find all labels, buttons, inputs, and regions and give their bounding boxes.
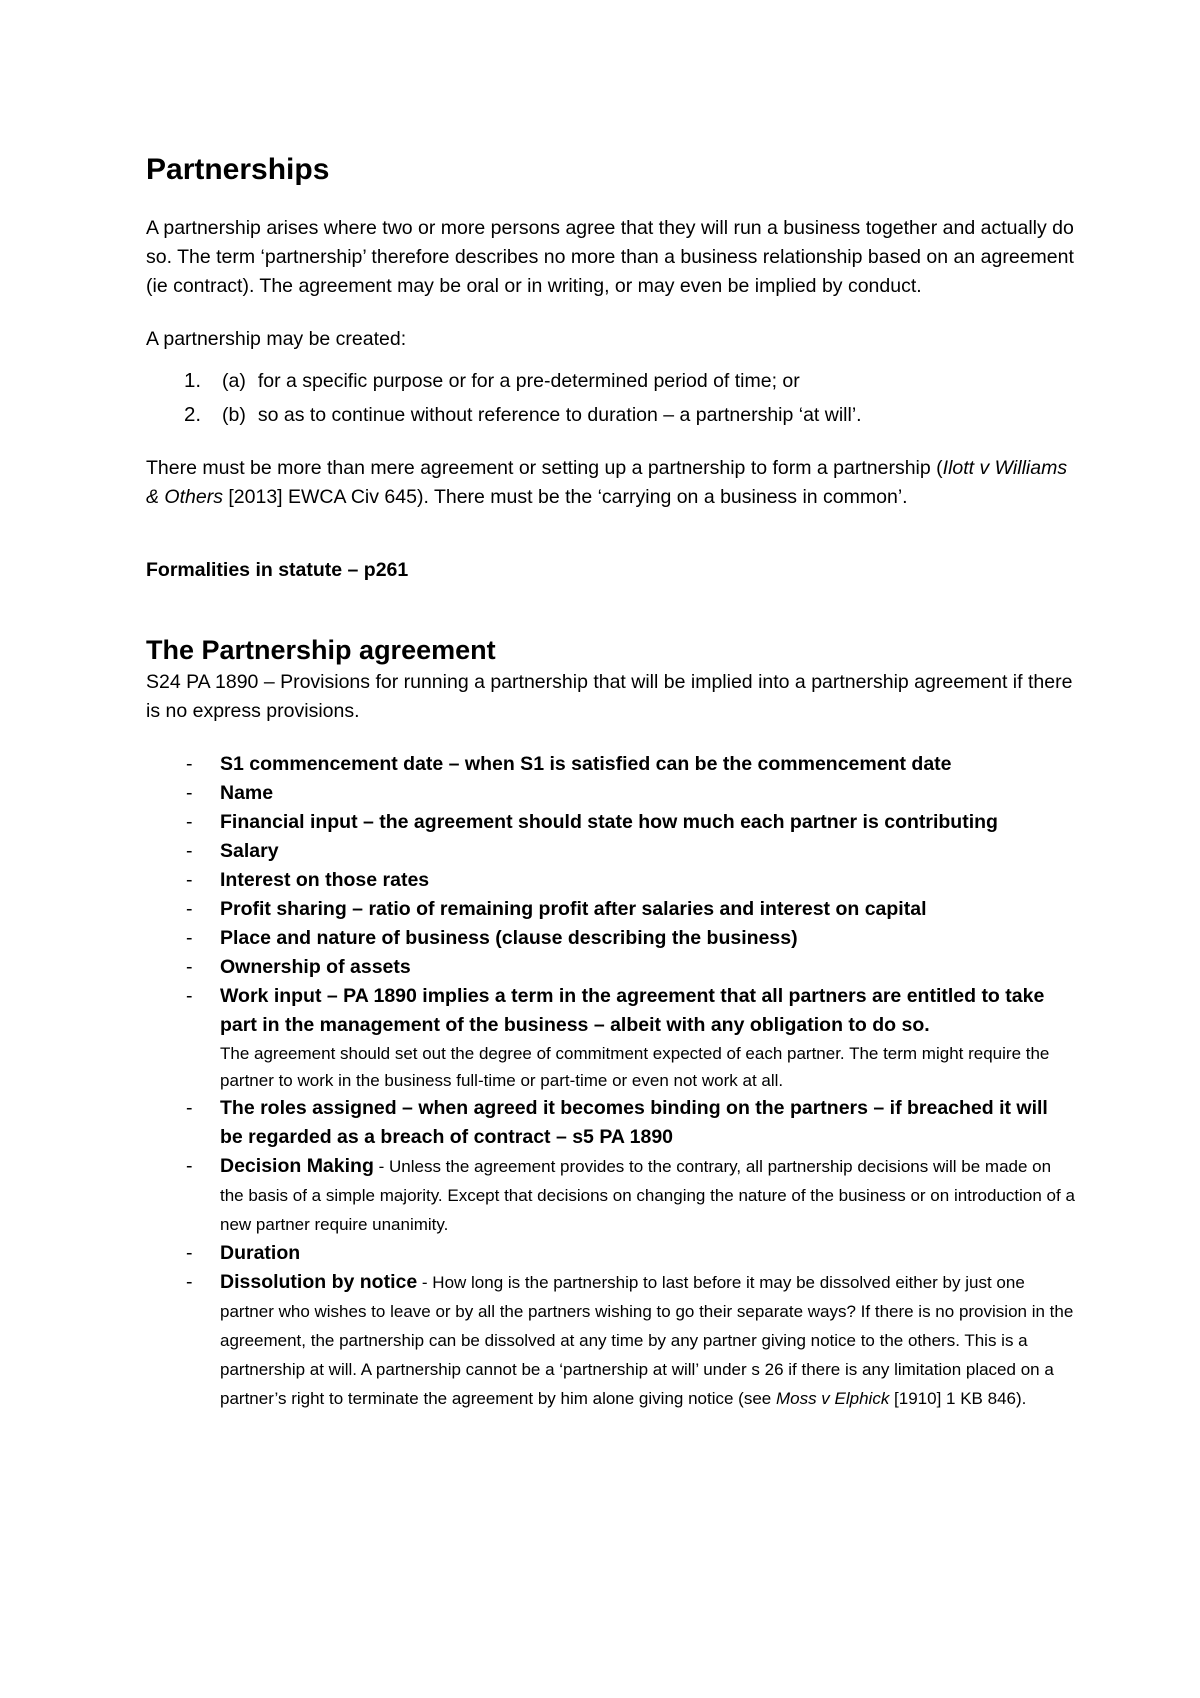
case-citation: Moss v Elphick [775, 1389, 890, 1408]
more-than-agreement-paragraph [146, 454, 1076, 512]
list-item-text: Work input – PA 1890 implies a term in the agreement that all partners are entitled to take part in the management of the business – albeit with any obligation to do so. [220, 985, 1045, 1036]
list-item [146, 1094, 1076, 1152]
page-title: Partnerships [146, 153, 330, 186]
list-item [146, 364, 1076, 398]
list-item [146, 895, 1076, 924]
dash-bullet: - [186, 898, 193, 920]
document-body [146, 150, 1076, 1413]
list-number: 2. [184, 403, 202, 426]
dash-bullet: - [186, 869, 193, 891]
paragraph-text: [2013] EWCA Civ 645). There must be the ‘carrying on a business in common’. [222, 486, 908, 508]
list-number: 1. [184, 369, 202, 392]
list-item [146, 398, 1076, 432]
s24-paragraph: S24 PA 1890 – Provisions for running a partnership that will be implied into a partnership agreement if there is no express provisions. [146, 671, 1073, 722]
created-lead: A partnership may be created: [146, 328, 407, 350]
list-item [146, 1152, 1076, 1239]
list-item-text: Name [220, 782, 274, 804]
list-item [146, 779, 1076, 808]
dash-bullet: - [186, 956, 193, 978]
list-item [146, 982, 1076, 1094]
dash-bullet: - [186, 1242, 193, 1264]
formalities-heading: Formalities in statute – p261 [146, 558, 409, 581]
list-item [146, 750, 1076, 779]
section-heading: The Partnership agreement [146, 635, 496, 665]
list-item-description: The agreement should set out the degree of commitment expected of each partner. The term might require the partner to work in the business full-time or part-time or even not work at all. [220, 1044, 1050, 1090]
dash-bullet: - [186, 753, 193, 775]
dash-bullet: - [186, 985, 193, 1007]
list-item-text: Financial input – the agreement should state how much each partner is contributing [220, 811, 998, 833]
list-sub-label: (b) [222, 404, 246, 426]
list-item [146, 1268, 1076, 1413]
list-item-text: for a specific purpose or for a pre-determined period of time; or [257, 370, 800, 392]
list-item-text: Ownership of assets [220, 956, 411, 978]
list-item-text: Profit sharing – ratio of remaining profit after salaries and interest on capital [220, 898, 927, 920]
paragraph-text: There must be more than mere agreement or setting up a partnership to form a partnership ( [146, 457, 943, 479]
list-item-title: Decision Making [220, 1155, 374, 1177]
list-item-text: S1 commencement date – when S1 is satisfied can be the commencement date [220, 753, 952, 775]
dash-bullet: - [186, 1271, 193, 1293]
intro-paragraph: A partnership arises where two or more persons agree that they will run a business together and actually do so. The term ‘partnership’ therefore describes no more than a business relationship based on an agreement (ie contract). The agreement may be oral or in writing, or may even be implied by conduct. [146, 217, 1074, 297]
dash-bullet: - [186, 927, 193, 949]
list-item-text: The roles assigned – when agreed it becomes binding on the partners – if breached it will be regarded as a breach of contract – s5 PA 1890 [220, 1097, 1048, 1148]
list-item-text: Salary [220, 840, 279, 862]
creation-list [146, 364, 1076, 432]
case-citation: Ilott v Williams & Others [146, 457, 1068, 508]
list-item-description: - How long is the partnership to last before it may be dissolved either by just one partner who wishes to leave or by all the partners wishing to go their separate ways? If there is no provision in the agreement, the partnership can be dissolved at any time by any partner giving notice to the others. This is a partnership at will. A partnership cannot be a ‘partnership at will’ under s 26 if there is any limitation placed on a partner’s right to terminate the agreement by him alone giving notice (see [220, 1273, 1074, 1408]
list-item-description-end: [1910] 1 KB 846). [889, 1389, 1027, 1408]
list-item [146, 837, 1076, 866]
list-item [146, 1239, 1076, 1268]
agreement-provisions-list [146, 750, 1076, 1413]
dash-bullet: - [186, 782, 193, 804]
list-item [146, 924, 1076, 953]
list-sub-label: (a) [222, 370, 246, 392]
list-item-title: Dissolution by notice [220, 1271, 418, 1293]
dash-bullet: - [186, 811, 193, 833]
list-item-text: Interest on those rates [220, 869, 430, 891]
list-item [146, 866, 1076, 895]
dash-bullet: - [186, 840, 193, 862]
list-item [146, 808, 1076, 837]
list-item-description: - Unless the agreement provides to the contrary, all partnership decisions will be made on the basis of a simple majority. Except that decisions on changing the nature of the business or on introduction of a new partner require unanimity. [220, 1157, 1075, 1234]
list-item [146, 953, 1076, 982]
list-item-text: Place and nature of business (clause describing the business) [220, 927, 798, 949]
list-item-text: so as to continue without reference to duration – a partnership ‘at will’. [257, 404, 862, 426]
dash-bullet: - [186, 1097, 193, 1119]
dash-bullet: - [186, 1155, 193, 1177]
list-item-text: Duration [220, 1242, 301, 1264]
